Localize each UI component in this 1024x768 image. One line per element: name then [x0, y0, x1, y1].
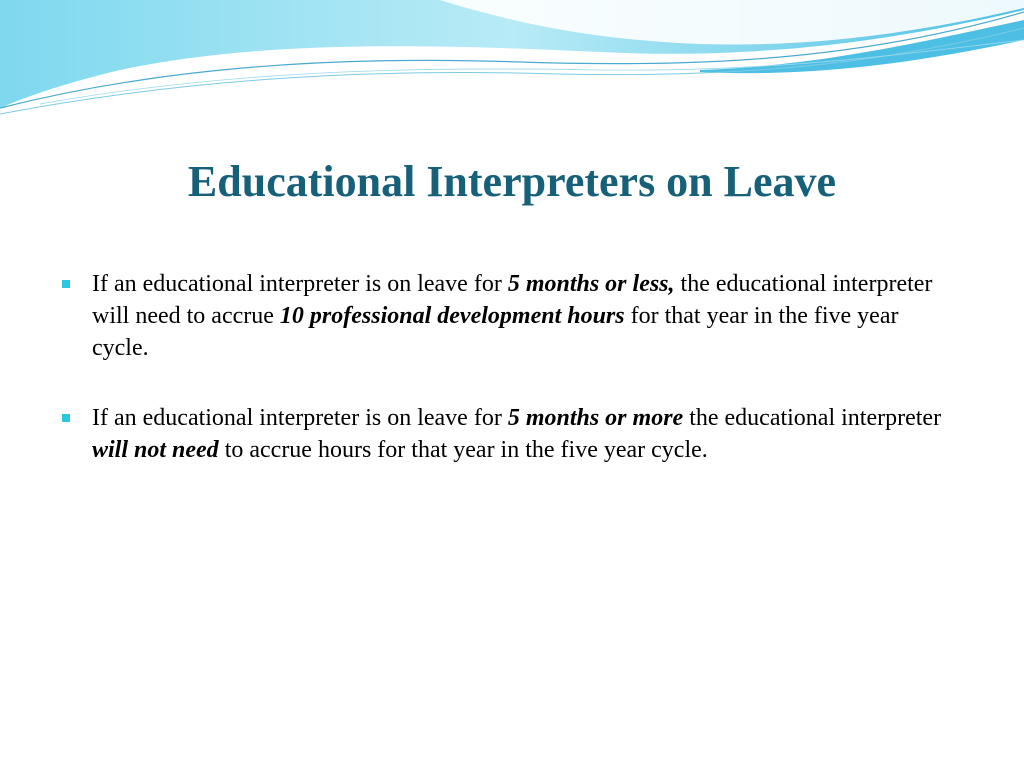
bullet-item [62, 268, 942, 364]
slide-title: Educational Interpreters on Leave [187, 157, 837, 206]
header-wave-decoration [0, 0, 1024, 120]
bullet-text: to accrue hours for that year in the five year cycle. [218, 437, 708, 463]
square-bullet-icon [62, 414, 70, 422]
bullet-text: the educational interpreter will need to accrue [92, 271, 933, 329]
bullet-emphasis: 5 months or less, [507, 271, 675, 297]
bullet-text: If an educational interpreter is on leave for [92, 271, 508, 297]
bullet-emphasis: will not need [92, 437, 219, 463]
bullet-list [62, 268, 942, 504]
bullet-text: the educational interpreter [683, 405, 942, 431]
bullet-text: for that year in the five year cycle. [92, 303, 899, 361]
bullet-item [62, 402, 942, 466]
bullet-emphasis: 5 months or more [507, 405, 684, 431]
bullet-text: If an educational interpreter is on leave for [92, 405, 508, 431]
square-bullet-icon [62, 280, 70, 288]
bullet-emphasis: 10 professional development hours [279, 303, 625, 329]
